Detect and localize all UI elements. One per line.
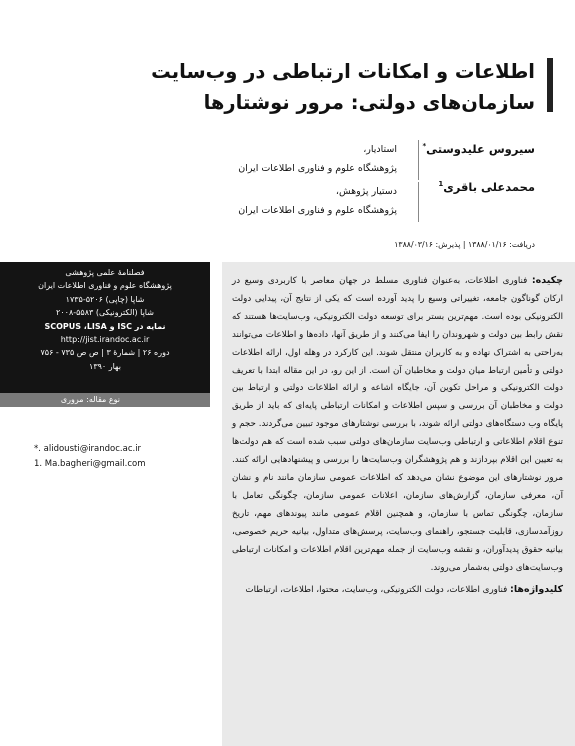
journal-line: شاپا (چاپی) ۵۲۰۶-۱۷۳۵ bbox=[65, 294, 145, 304]
author-emails bbox=[34, 442, 146, 472]
keywords-text: فناوری اطلاعات، دولت الکترونیکی، وب‌سایت، محتوا، اطلاعات، ارتباطات bbox=[245, 585, 508, 596]
journal-line: فصلنامهٔ علمی پژوهشی bbox=[65, 268, 145, 277]
author-1-divider bbox=[418, 140, 419, 180]
title-accent-bar bbox=[547, 58, 553, 112]
author-1-sup: * bbox=[422, 142, 427, 151]
author-1-org: پژوهشگاه علوم و فناوری اطلاعات ایران bbox=[238, 163, 397, 174]
abstract-panel bbox=[222, 262, 575, 746]
author-2-sup: 1 bbox=[438, 180, 444, 189]
author-1-name: سیروس علیدوستی bbox=[426, 142, 535, 156]
journal-info-box bbox=[0, 262, 210, 407]
journal-line: نمایه در ISC و SCOPUS ،LISA bbox=[44, 321, 166, 331]
journal-url[interactable]: http://jist.irandoc.ac.ir bbox=[60, 335, 150, 345]
author-1-position: استادیار، bbox=[363, 144, 397, 155]
title-line-2: سازمان‌های دولتی: مرور نوشتارها bbox=[203, 91, 535, 114]
author-2-position: دستیار پژوهش، bbox=[335, 186, 397, 197]
title-line-1: اطلاعات و امکانات ارتباطی در وب‌سایت bbox=[151, 60, 535, 83]
author-2 bbox=[438, 180, 535, 194]
journal-line: پژوهشگاه علوم و فناوری اطلاعات ایران bbox=[38, 281, 172, 291]
author-2-org: پژوهشگاه علوم و فناوری اطلاعات ایران bbox=[238, 205, 397, 216]
abstract-label: چکیده: bbox=[531, 275, 564, 286]
author-1-affiliation bbox=[177, 140, 397, 178]
email-2[interactable]: 1. Ma.bagheri@gmail.com bbox=[34, 459, 146, 469]
article-title bbox=[35, 56, 535, 118]
received-accepted-dates: دریافت: ۱۳۸۸/۰۱/۱۶ | پذیرش: ۱۳۸۸/۰۳/۱۶ bbox=[394, 240, 535, 249]
author-2-divider bbox=[418, 182, 419, 222]
journal-line: شاپا (الکترونیکی) ۵۵۸۳-۲۰۰۸ bbox=[56, 308, 154, 318]
abstract-body bbox=[232, 272, 563, 577]
author-1 bbox=[422, 142, 535, 156]
abstract-text: فناوری اطلاعات، به‌عنوان فناوری مسلط در جهان معاصر با کاربردی وسیع در ارکان گوناگون جامعه، تغییراتی وسیع را پدید آورده است که یکی از نتایج آن، پیدایی دولت الکترونیکی بوده است. مهم‌ترین بستر برای توسعه دولت الکترونیکی، وب‌سایت‌ها هستند که نقش رابط بین دولت و شهروندان را ایفا می‌کنند و از طریق آنها، داده‌ها و اطلاعات می‌توانند به‌راحتی به اشتراک نهاده و به کاربران منتقل شوند. این کارکرد در وهله اول، ارائه اطلاعات دولتی و تأمین ارتباط میان دولت و مخاطبان آن است. از این رو، در این مقاله ابتدا با تعریف دولت الکترونیکی و مراحل تکوین آن، جایگاه اشاعه و ارائه اطلاعات دولتی و ارتباط بین دولت و مخاطبان آن بررسی و سپس اطلاعات و امکانات ارتباطی پایه‌ای که باید از طریق پایگاه وب دستگاه‌های دولتی ارائه شوند، با بررسی نوشتارهای موجود تبیین می‌گردند. حجم و تنوع اقلام اطلاعاتی و ارتباطی وب‌سایت سازمان‌های دولتی سبب شده است که هم دولت‌ها به تعیین این اقلام بپردازند و هم پژوهشگران وب‌سایت‌ها را بررسی و پیشنهادهایی ارائه کنند. مرور نوشتارهای این موضوع نشان می‌دهد که اطلاعات عمومی سازمان مانند نام و نشان آن، معرفی سازمان، گزارش‌های سازمان، اعلانات عمومی سازمان، چگونگی تعامل با سازمان، چگونگی تماس با سازمان، و همچنین اقلام عمومی مانند پیوندهای مهم، تاریخ روزآمدسازی، قابلیت جستجو، راهنمای وب‌سایت، پرسش‌های متداول، بیانیه حریم خصوصی، بیانیه حقوق پدیدآوران، و نقشه وب‌سایت از جمله مهم‌ترین اقلام اطلاعات و امکانات ارتباطی وب‌سایت‌های دولتی به‌شمار می‌روند. bbox=[232, 276, 563, 573]
article-type: نوع مقاله: مروری bbox=[0, 393, 210, 407]
author-2-name: محمدعلی باقری bbox=[443, 180, 535, 194]
email-1[interactable]: *. alidousti@irandoc.ac.ir bbox=[34, 444, 142, 454]
keywords-label: کلیدواژه‌ها: bbox=[510, 584, 563, 596]
author-2-affiliation bbox=[177, 182, 397, 220]
keywords bbox=[232, 581, 563, 599]
journal-line: بهار ۱۳۹۰ bbox=[89, 361, 121, 371]
journal-line: دوره ۲۶ | شمارهٔ ۳ | ص ص ۷۳۵ - ۷۵۶ bbox=[40, 348, 170, 358]
